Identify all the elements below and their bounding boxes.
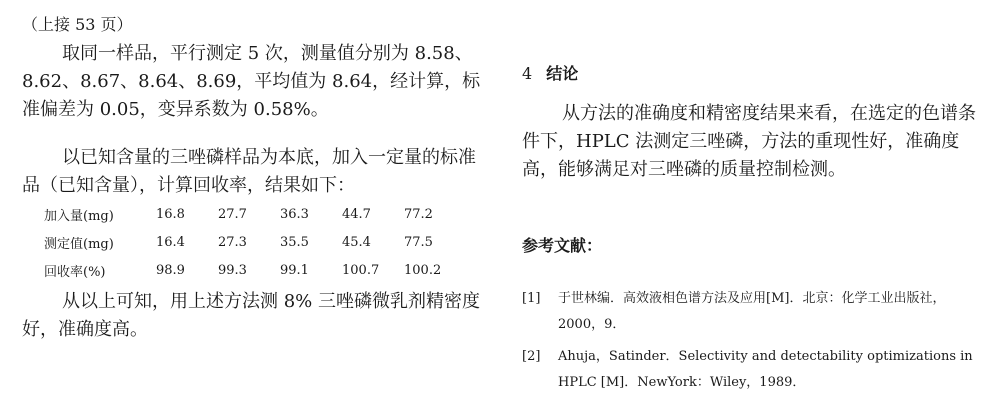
table-row: [44, 228, 466, 256]
section-number: 4: [522, 64, 533, 83]
table-cell: 98.9: [156, 262, 185, 278]
table-row: [44, 256, 466, 284]
table-cell: 77.5: [404, 234, 433, 250]
table-cell: 99.3: [218, 262, 247, 278]
reference-number: [1]: [522, 291, 541, 306]
summary-paragraph: [22, 288, 492, 344]
reference-text: Ahuja，Satinder．Selectivity and detectability optimizations in HPLC [M]．NewYork：Wiley，1989．: [558, 349, 973, 390]
table-cell: 44.7: [342, 206, 371, 222]
recovery-text: 以已知含量的三唑磷样品为本底，加入一定量的标准品（已知含量），计算回收率，结果如下：: [22, 147, 476, 196]
table-cell: 16.4: [156, 234, 185, 250]
precision-text: 取同一样品，平行测定 5 次，测量值分别为 8.58、8.62、8.67、8.64、8.69，平均值为 8.64，经计算，标准偏差为 0.05，变异系数为 0.58%。: [22, 43, 481, 120]
section-heading: [522, 61, 578, 84]
table-cell: 45.4: [342, 234, 371, 250]
table-cell: 16.8: [156, 206, 185, 222]
table-cell: 99.1: [280, 262, 309, 278]
summary-text: 从以上可知，用上述方法测 8% 三唑磷微乳剂精密度好，准确度高。: [22, 291, 480, 340]
conclusion-paragraph: [522, 100, 982, 184]
references-heading: 参考文献：: [522, 236, 603, 255]
precision-paragraph: [22, 40, 492, 124]
row-label: 加入量(mg): [44, 208, 114, 224]
row-label: 回收率(%): [44, 264, 106, 280]
table-cell: 100.7: [342, 262, 380, 278]
reference-text: 于世林编．高效液相色谱方法及应用[M]．北京：化学工业出版社，2000，9．: [558, 291, 946, 332]
conclusion-text: 从方法的准确度和精密度结果来看，在选定的色谱条件下，HPLC 法测定三唑磷，方法的重现性好，准确度高，能够满足对三唑磷的质量控制检测。: [522, 103, 976, 180]
table-cell: 77.2: [404, 206, 433, 222]
table-cell: 35.5: [280, 234, 309, 250]
reference-number: [2]: [522, 349, 541, 364]
section-title: 结论: [546, 64, 579, 83]
recovery-table: [44, 200, 466, 284]
row-label: 测定值(mg): [44, 236, 114, 252]
table-row: [44, 200, 466, 228]
continuation-note: （上接 53 页）: [22, 15, 133, 34]
table-cell: 27.7: [218, 206, 247, 222]
recovery-paragraph: [22, 144, 492, 200]
reference-item: [522, 344, 982, 396]
reference-item: [522, 286, 982, 338]
table-cell: 27.3: [218, 234, 247, 250]
table-cell: 36.3: [280, 206, 309, 222]
table-cell: 100.2: [404, 262, 442, 278]
